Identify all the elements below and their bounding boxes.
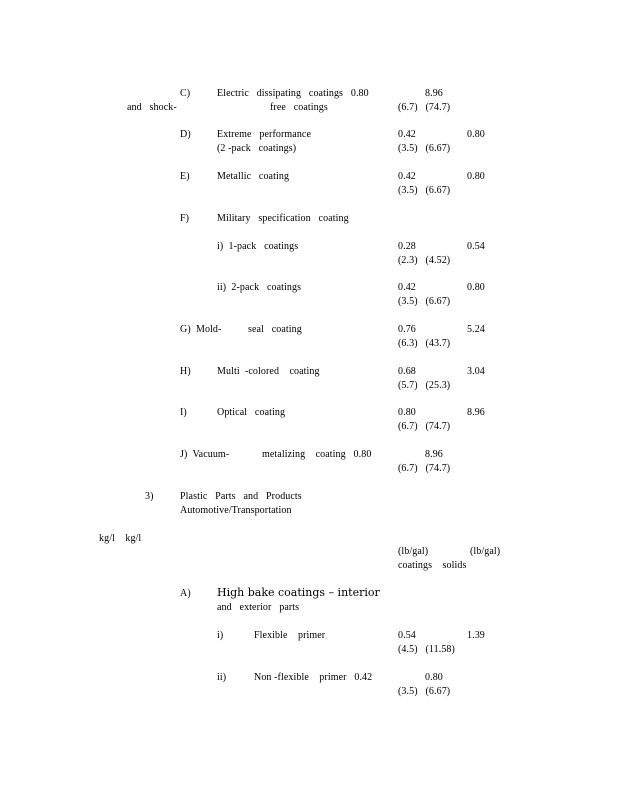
row-e-sub: (3.5) (6.67) [398, 185, 451, 196]
units-col2: (lb/gal) [470, 546, 501, 557]
row-h-letter: H) [180, 366, 191, 377]
a-row-i-value-coatings: 0.54 [398, 630, 416, 641]
row-f-ii-value-solids: 0.80 [467, 282, 485, 293]
row-d-label: Extreme performance [217, 129, 311, 140]
row-d-label-2: (2 -pack coatings) [217, 143, 297, 154]
row-g-letter: G) Mold- [180, 324, 222, 335]
row-i-sub: (6.7) (74.7) [398, 421, 451, 432]
section-3-number: 3) [145, 491, 154, 502]
row-c-value-solids: 8.96 [425, 88, 443, 99]
row-e-label: Metallic coating [217, 171, 290, 182]
row-i-letter: I) [180, 407, 187, 418]
row-h-value-coatings: 0.68 [398, 366, 416, 377]
row-c-lead: and shock- [127, 102, 177, 113]
row-e-value-solids: 0.80 [467, 171, 485, 182]
units-left: kg/l kg/l [99, 533, 142, 544]
row-f-label: Military specification coating [217, 213, 349, 224]
row-i-label: Optical coating [217, 407, 286, 418]
row-c-label-2: free coatings [270, 102, 328, 113]
a-row-ii-label: Non -flexible primer 0.42 [254, 672, 373, 683]
row-j-label: metalizing coating 0.80 [262, 449, 372, 460]
row-c-letter: C) [180, 88, 191, 99]
row-i-value-coatings: 0.80 [398, 407, 416, 418]
a-row-i-num: i) [217, 630, 224, 641]
a-row-ii-num: ii) [217, 672, 227, 683]
row-g-label: seal coating [248, 324, 302, 335]
row-f-ii-sub: (3.5) (6.67) [398, 296, 451, 307]
row-j-letter: J) Vacuum- [180, 449, 230, 460]
row-d-value-coatings: 0.42 [398, 129, 416, 140]
row-e-value-coatings: 0.42 [398, 171, 416, 182]
row-f-letter: F) [180, 213, 190, 224]
row-g-sub: (6.3) (43.7) [398, 338, 451, 349]
subsection-a-title: High bake coatings – interior [217, 586, 380, 599]
a-row-i-label: Flexible primer [254, 630, 326, 641]
row-i-value-solids: 8.96 [467, 407, 485, 418]
row-d-value-solids: 0.80 [467, 129, 485, 140]
subsection-a-subtitle: and exterior parts [217, 602, 300, 613]
row-c-label: Electric dissipating coatings 0.80 [217, 88, 369, 99]
row-h-sub: (5.7) (25.3) [398, 380, 451, 391]
row-g-value-solids: 5.24 [467, 324, 485, 335]
section-3-title: Plastic Parts and Products [180, 491, 302, 502]
row-c-sub: (6.7) (74.7) [398, 102, 451, 113]
row-j-sub: (6.7) (74.7) [398, 463, 451, 474]
row-h-label: Multi -colored coating [217, 366, 320, 377]
subsection-a-letter: A) [180, 588, 191, 599]
row-g-value-coatings: 0.76 [398, 324, 416, 335]
row-f-i-label: i) 1-pack coatings [217, 241, 299, 252]
row-d-letter: D) [180, 129, 191, 140]
row-e-letter: E) [180, 171, 190, 182]
a-row-i-value-solids: 1.39 [467, 630, 485, 641]
row-h-value-solids: 3.04 [467, 366, 485, 377]
row-f-i-value-coatings: 0.28 [398, 241, 416, 252]
row-f-i-value-solids: 0.54 [467, 241, 485, 252]
a-row-ii-value-solids: 0.80 [425, 672, 443, 683]
row-d-sub: (3.5) (6.67) [398, 143, 451, 154]
a-row-ii-sub: (3.5) (6.67) [398, 686, 451, 697]
row-j-value-solids: 8.96 [425, 449, 443, 460]
row-f-i-sub: (2.3) (4.52) [398, 255, 451, 266]
units-col1: (lb/gal) [398, 546, 429, 557]
section-3-subtitle: Automotive/Transportation [180, 505, 292, 516]
units-sub: coatings solids [398, 560, 467, 571]
a-row-i-sub: (4.5) (11.58) [398, 644, 455, 655]
row-f-ii-label: ii) 2-pack coatings [217, 282, 302, 293]
row-f-ii-value-coatings: 0.42 [398, 282, 416, 293]
